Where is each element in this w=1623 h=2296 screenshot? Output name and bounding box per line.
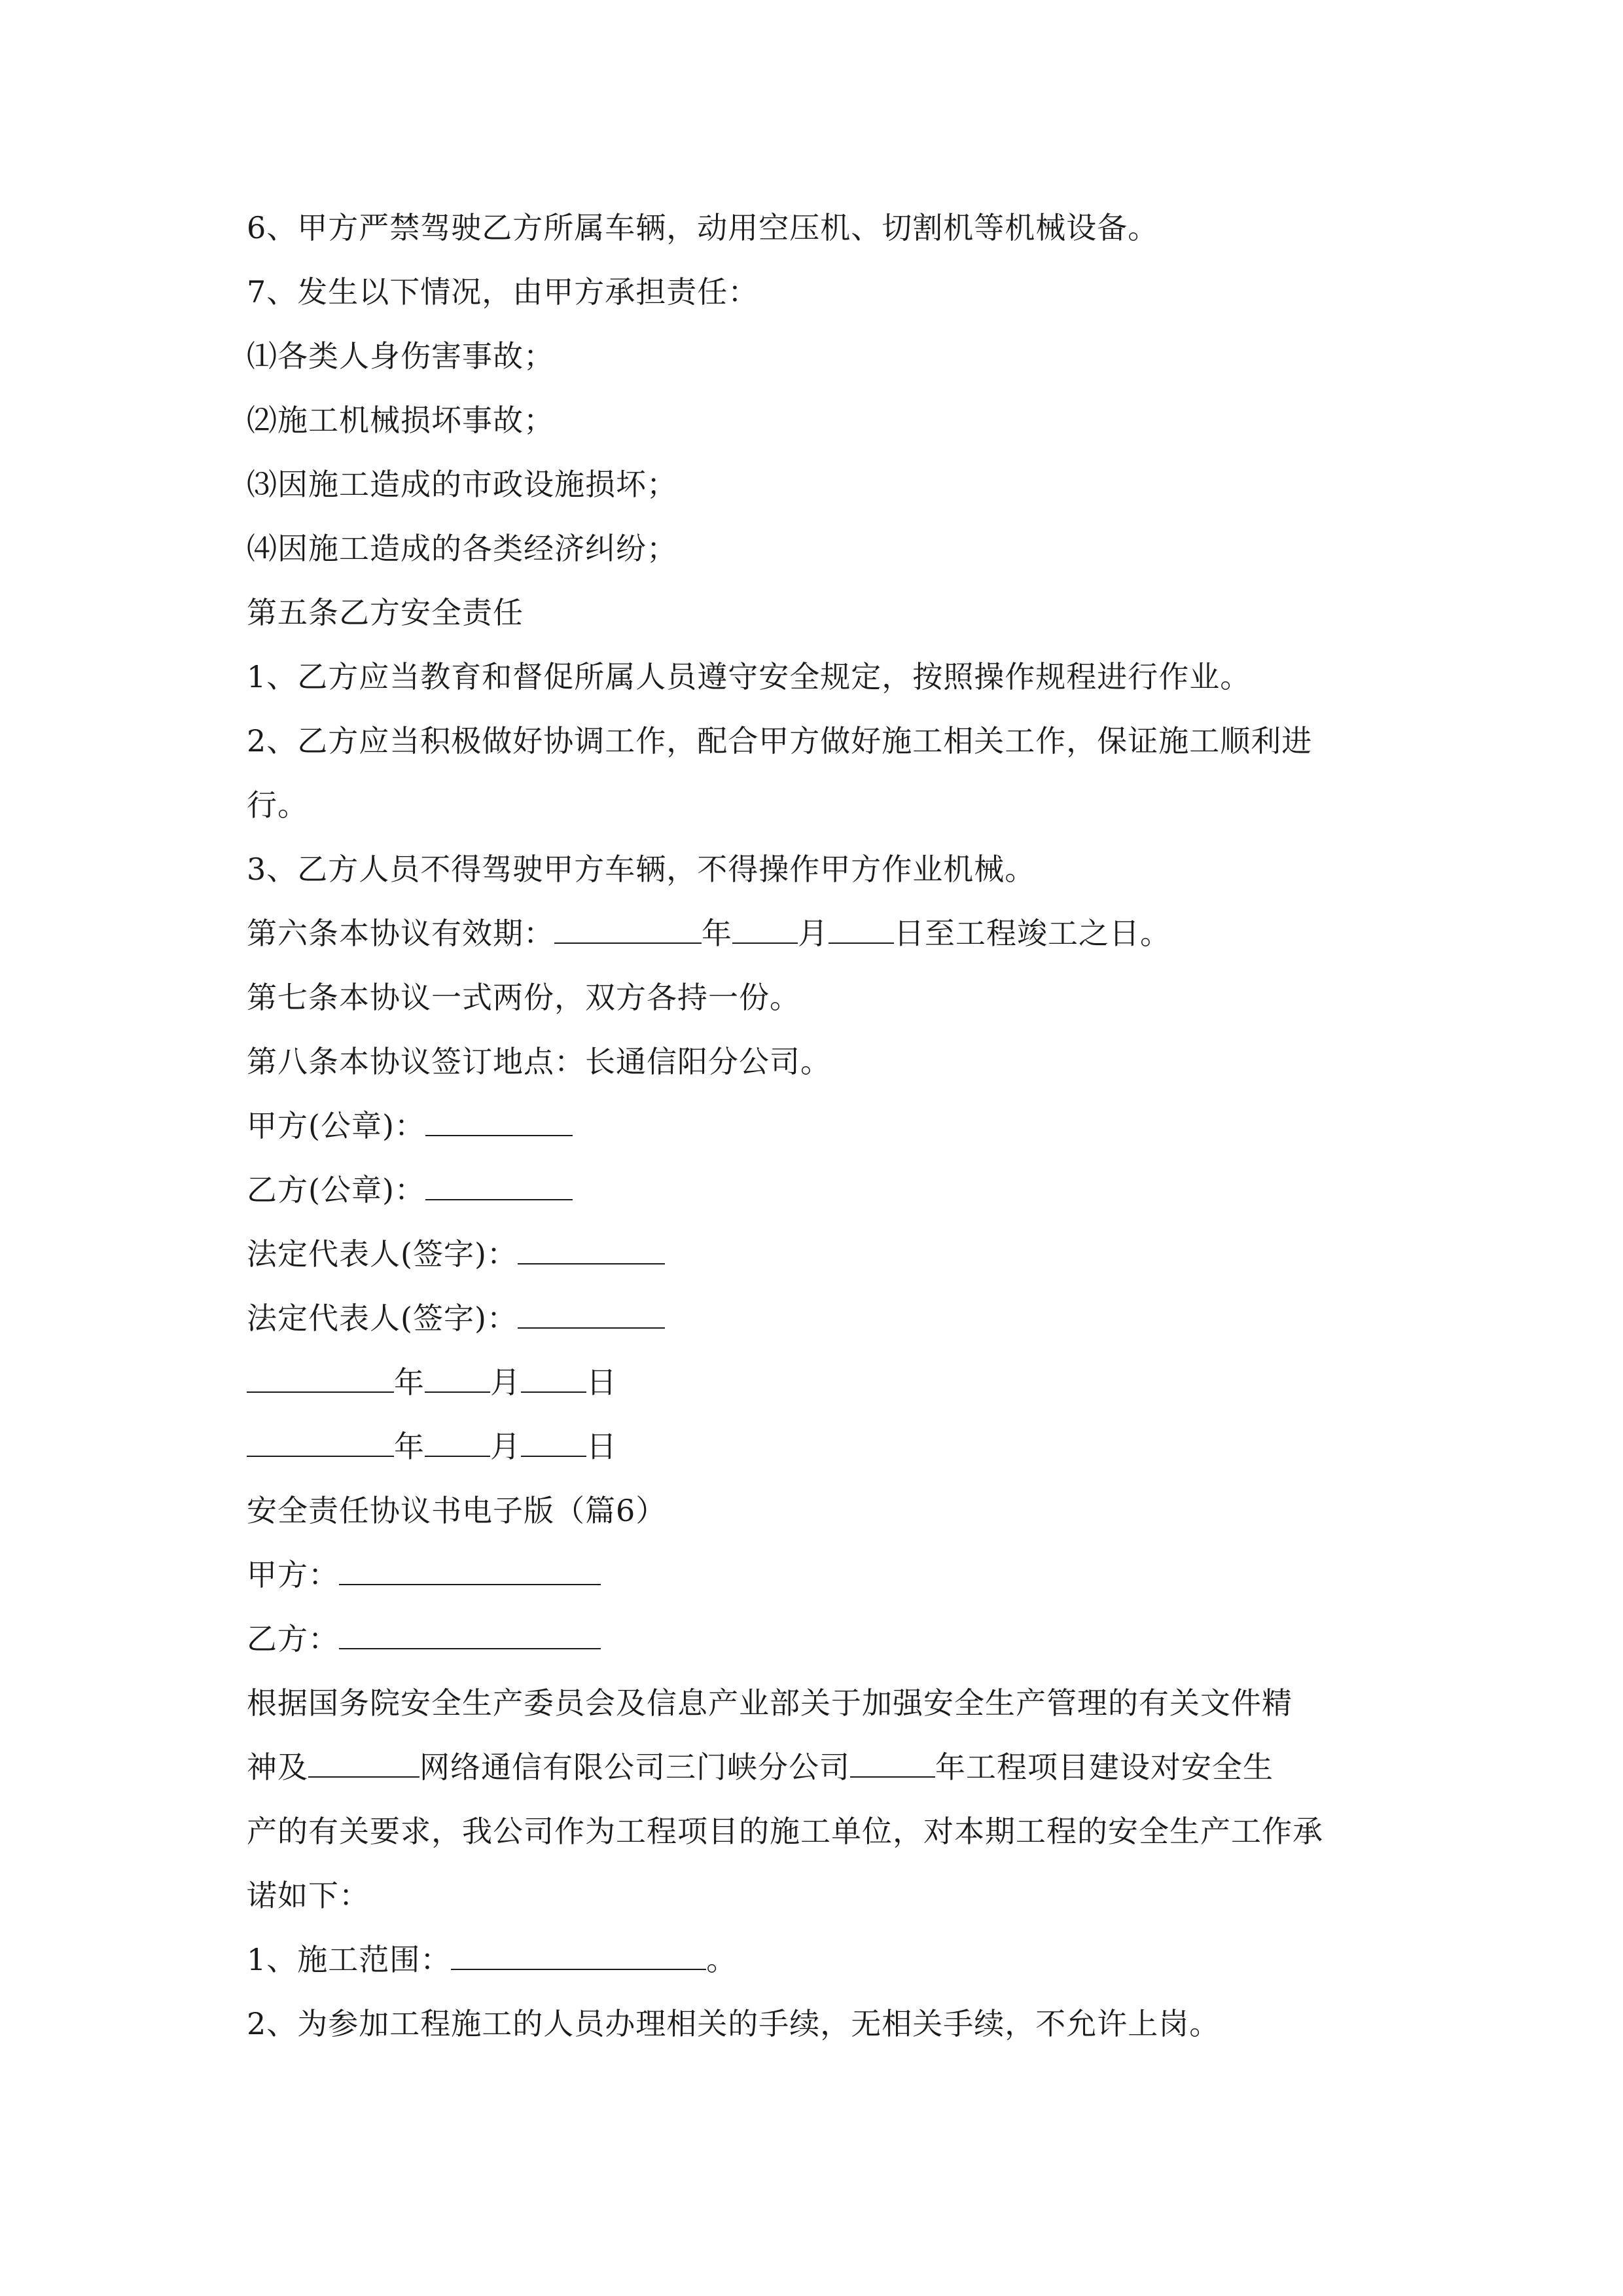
year-blank (247, 1363, 394, 1393)
clause-line: ⑵施工机械损坏事故； (247, 403, 554, 438)
text-fragment: 年工程项目建设对安全生 (935, 1749, 1274, 1785)
month-blank (732, 914, 798, 944)
legal-rep-line (247, 1234, 665, 1274)
month-label: 月 (490, 1365, 521, 1400)
scope-line (247, 1940, 737, 1979)
section-heading: 第五条乙方安全责任 (247, 595, 524, 630)
year-blank (850, 1748, 935, 1778)
paragraph-line: 根据国务院安全生产委员会及信息产业部关于加强安全生产管理的有关文件精 (247, 1685, 1293, 1721)
document-title: 安全责任协议书电子版（篇6） (247, 1493, 667, 1528)
clause-line: ⑷因施工造成的各类经济纠纷； (247, 531, 677, 566)
clause-line: 2、乙方应当积极做好协调工作，配合甲方做好施工相关工作，保证施工顺利进 (247, 723, 1313, 759)
day-blank (521, 1363, 586, 1393)
date-line (247, 1427, 617, 1466)
month-blank (425, 1427, 490, 1457)
scope-label: 1、施工范围： (247, 1942, 452, 1977)
legal-rep-blank (518, 1299, 665, 1329)
clause-line: 2、为参加工程施工的人员办理相关的手续，无相关手续，不允许上岗。 (247, 2006, 1221, 2041)
clause-line: 第七条本协议一式两份，双方各持一份。 (247, 980, 800, 1015)
text-fragment: 网络通信有限公司三门峡分公司 (419, 1749, 850, 1785)
party-b-line (247, 1619, 601, 1659)
party-a-seal-label: 甲方(公章)： (247, 1108, 425, 1143)
year-blank (554, 914, 702, 944)
year-label: 年 (702, 916, 732, 951)
scope-blank (451, 1940, 706, 1970)
party-a-label: 甲方： (247, 1557, 339, 1592)
legal-rep-line (247, 1299, 665, 1338)
clause-line: 1、乙方应当教育和督促所属人员遵守安全规定，按照操作规程进行作业。 (247, 659, 1251, 694)
paragraph-line (247, 1748, 1274, 1787)
paragraph-line: 产的有关要求，我公司作为工程项目的施工单位，对本期工程的安全生产工作承 (247, 1814, 1323, 1849)
party-b-label: 乙方： (247, 1621, 339, 1657)
month-blank (425, 1363, 490, 1393)
legal-rep-label: 法定代表人(签字)： (247, 1300, 518, 1336)
validity-label: 第六条本协议有效期： (247, 916, 554, 951)
party-a-line (247, 1555, 601, 1594)
party-a-seal-line (247, 1106, 573, 1145)
year-label: 年 (394, 1365, 425, 1400)
year-label: 年 (394, 1429, 425, 1464)
clause-line: ⑴各类人身伤害事故； (247, 338, 554, 374)
legal-rep-blank (518, 1234, 665, 1265)
day-label: 日 (586, 1429, 617, 1464)
clause-line: ⑶因施工造成的市政设施损坏； (247, 467, 677, 502)
party-b-seal-line (247, 1170, 573, 1210)
day-label: 日 (586, 1365, 617, 1400)
month-label: 月 (798, 916, 829, 951)
text-fragment: 神及 (247, 1749, 308, 1785)
clause-line: 3、乙方人员不得驾驶甲方车辆，不得操作甲方作业机械。 (247, 852, 1036, 887)
party-b-seal-blank (425, 1170, 573, 1200)
party-a-blank (339, 1555, 601, 1585)
clause-line: 行。 (247, 787, 308, 823)
party-b-blank (339, 1619, 601, 1649)
validity-line (247, 914, 1171, 953)
clause-line: 6、甲方严禁驾驶乙方所属车辆，动用空压机、切割机等机械设备。 (247, 210, 1159, 245)
validity-end: 日至工程竣工之日。 (894, 916, 1171, 951)
scope-end: 。 (706, 1942, 738, 1977)
date-line (247, 1363, 617, 1402)
party-a-seal-blank (425, 1106, 573, 1136)
day-blank (521, 1427, 586, 1457)
month-label: 月 (490, 1429, 521, 1464)
legal-rep-label: 法定代表人(签字)： (247, 1236, 518, 1272)
day-blank (829, 914, 894, 944)
party-b-seal-label: 乙方(公章)： (247, 1172, 425, 1208)
year-blank (247, 1427, 394, 1457)
clause-line: 7、发生以下情况，由甲方承担责任： (247, 274, 759, 310)
company-blank (308, 1748, 419, 1778)
clause-line: 第八条本协议签订地点：长通信阳分公司。 (247, 1044, 831, 1079)
paragraph-line: 诺如下： (247, 1878, 370, 1913)
